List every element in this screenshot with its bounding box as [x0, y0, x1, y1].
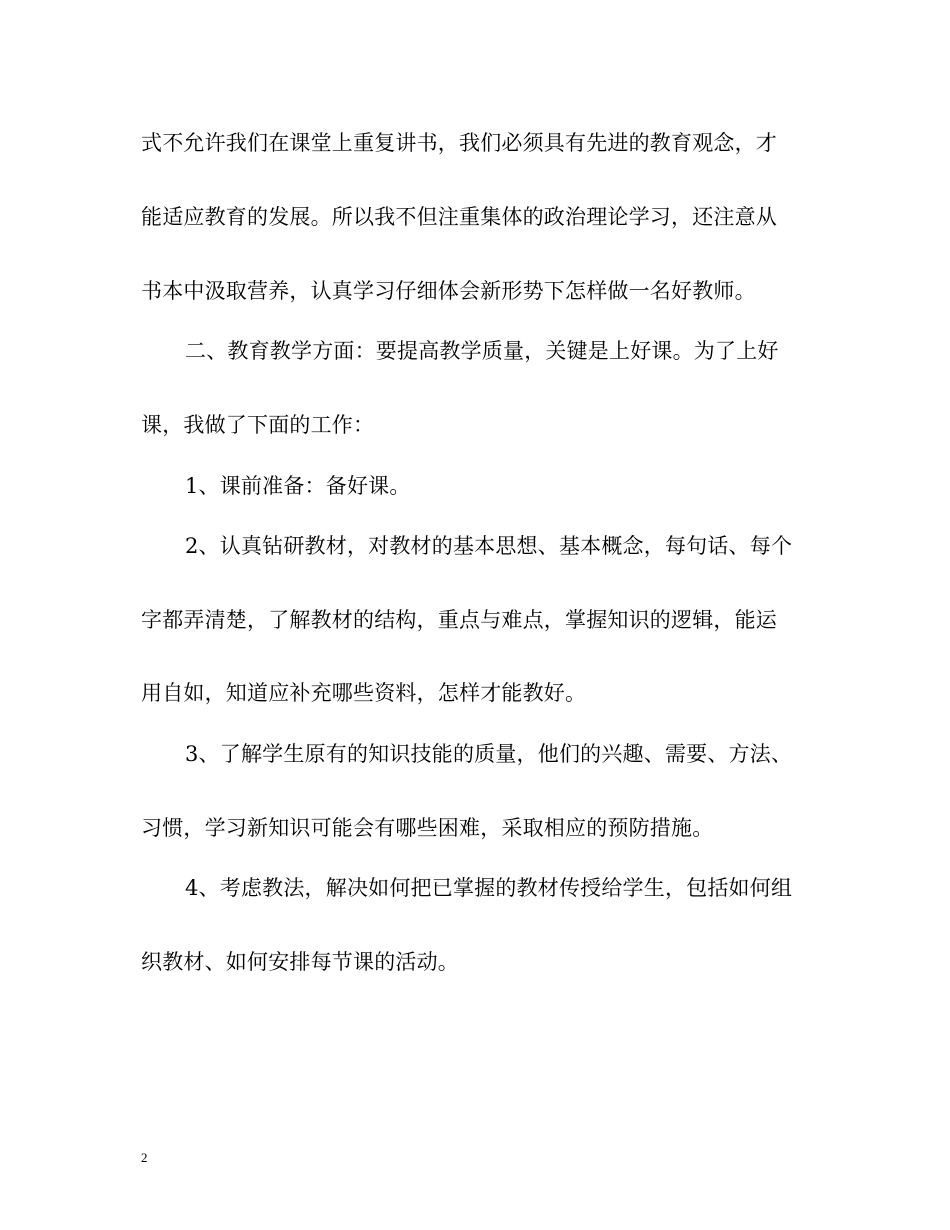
list-item-line: 3、了解学生原有的知识技能的质量，他们的兴趣、需要、方法、 [185, 742, 793, 766]
body-text-line: 书本中汲取营养，认真学习仔细体会新形势下怎样做一名好教师。 [141, 279, 756, 303]
list-item-line: 1、课前准备：备好课。 [185, 474, 411, 498]
body-text-line: 习惯，学习新知识可能会有哪些困难，采取相应的预防措施。 [141, 816, 714, 840]
list-item-line: 4、考虑教法，解决如何把已掌握的教材传授给学生，包括如何组 [185, 876, 793, 900]
body-text-line: 织教材、如何安排每节课的活动。 [141, 950, 459, 974]
list-item-line: 2、认真钻研教材，对教材的基本思想、基本概念，每句话、每个 [185, 534, 793, 558]
body-text-line: 用自如，知道应补充哪些资料，怎样才能教好。 [141, 681, 587, 705]
section-heading-line: 二、教育教学方面：要提高教学质量，关键是上好课。为了上好 [185, 339, 779, 363]
body-text-line: 能适应教育的发展。所以我不但注重集体的政治理论学习，还注意从 [141, 205, 777, 229]
body-text-line: 字都弄清楚，了解教材的结构，重点与难点，掌握知识的逻辑，能运 [141, 608, 777, 632]
body-text-line: 课，我做了下面的工作： [141, 413, 375, 437]
page-number: 2 [141, 1150, 148, 1165]
body-text-line: 式不允许我们在课堂上重复讲书，我们必须具有先进的教育观念，才 [141, 131, 777, 155]
